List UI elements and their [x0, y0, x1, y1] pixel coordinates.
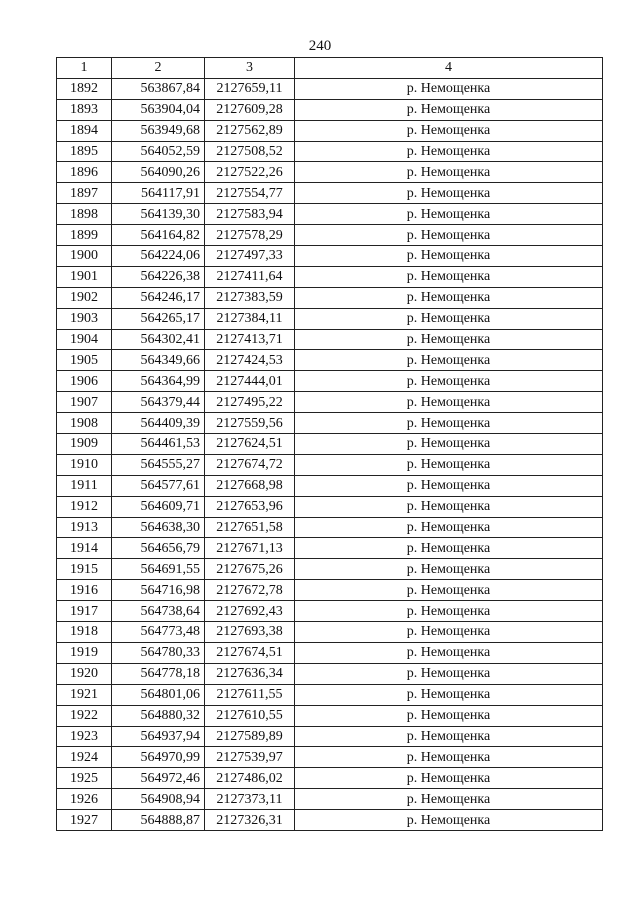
point-number-cell: 1916 [57, 580, 112, 601]
point-number-cell: 1905 [57, 350, 112, 371]
point-number-cell: 1913 [57, 517, 112, 538]
table-row [57, 434, 603, 455]
column-header-4: 4 [295, 58, 603, 79]
x-coordinate-cell: 564908,94 [112, 789, 205, 810]
point-number-cell: 1918 [57, 622, 112, 643]
y-coordinate-cell: 2127384,11 [205, 308, 295, 329]
description-cell: р. Немощенка [295, 475, 603, 496]
point-number-cell: 1910 [57, 454, 112, 475]
description-cell: р. Немощенка [295, 413, 603, 434]
y-coordinate-cell: 2127674,51 [205, 642, 295, 663]
description-cell: р. Немощенка [295, 246, 603, 267]
x-coordinate-cell: 564349,66 [112, 350, 205, 371]
description-cell: р. Немощенка [295, 517, 603, 538]
y-coordinate-cell: 2127522,26 [205, 162, 295, 183]
table-row [57, 810, 603, 831]
point-number-cell: 1914 [57, 538, 112, 559]
table-row [57, 789, 603, 810]
y-coordinate-cell: 2127671,13 [205, 538, 295, 559]
y-coordinate-cell: 2127611,55 [205, 684, 295, 705]
table-row [57, 454, 603, 475]
description-cell: р. Немощенка [295, 141, 603, 162]
description-cell: р. Немощенка [295, 642, 603, 663]
point-number-cell: 1927 [57, 810, 112, 831]
point-number-cell: 1900 [57, 246, 112, 267]
y-coordinate-cell: 2127497,33 [205, 246, 295, 267]
point-number-cell: 1921 [57, 684, 112, 705]
table-row [57, 747, 603, 768]
table-row [57, 246, 603, 267]
x-coordinate-cell: 563867,84 [112, 78, 205, 99]
table-row [57, 622, 603, 643]
coordinates-table [56, 57, 603, 831]
y-coordinate-cell: 2127693,38 [205, 622, 295, 643]
x-coordinate-cell: 564773,48 [112, 622, 205, 643]
point-number-cell: 1909 [57, 434, 112, 455]
x-coordinate-cell: 564970,99 [112, 747, 205, 768]
x-coordinate-cell: 564972,46 [112, 768, 205, 789]
x-coordinate-cell: 564577,61 [112, 475, 205, 496]
y-coordinate-cell: 2127692,43 [205, 601, 295, 622]
x-coordinate-cell: 564164,82 [112, 225, 205, 246]
x-coordinate-cell: 564801,06 [112, 684, 205, 705]
point-number-cell: 1924 [57, 747, 112, 768]
y-coordinate-cell: 2127609,28 [205, 99, 295, 120]
table-header [57, 58, 603, 79]
point-number-cell: 1902 [57, 287, 112, 308]
x-coordinate-cell: 564409,39 [112, 413, 205, 434]
point-number-cell: 1922 [57, 705, 112, 726]
table-row [57, 141, 603, 162]
y-coordinate-cell: 2127539,97 [205, 747, 295, 768]
x-coordinate-cell: 563949,68 [112, 120, 205, 141]
description-cell: р. Немощенка [295, 350, 603, 371]
point-number-cell: 1894 [57, 120, 112, 141]
y-coordinate-cell: 2127610,55 [205, 705, 295, 726]
point-number-cell: 1908 [57, 413, 112, 434]
y-coordinate-cell: 2127578,29 [205, 225, 295, 246]
description-cell: р. Немощенка [295, 371, 603, 392]
table-row [57, 684, 603, 705]
description-cell: р. Немощенка [295, 559, 603, 580]
table-row [57, 99, 603, 120]
y-coordinate-cell: 2127486,02 [205, 768, 295, 789]
table-row [57, 266, 603, 287]
table-row [57, 204, 603, 225]
point-number-cell: 1904 [57, 329, 112, 350]
description-cell: р. Немощенка [295, 454, 603, 475]
x-coordinate-cell: 564937,94 [112, 726, 205, 747]
column-header-1: 1 [57, 58, 112, 79]
y-coordinate-cell: 2127495,22 [205, 392, 295, 413]
description-cell: р. Немощенка [295, 810, 603, 831]
table-row [57, 768, 603, 789]
description-cell: р. Немощенка [295, 538, 603, 559]
table-row [57, 475, 603, 496]
y-coordinate-cell: 2127674,72 [205, 454, 295, 475]
table-row [57, 601, 603, 622]
description-cell: р. Немощенка [295, 120, 603, 141]
description-cell: р. Немощенка [295, 580, 603, 601]
x-coordinate-cell: 564117,91 [112, 183, 205, 204]
point-number-cell: 1917 [57, 601, 112, 622]
table-row [57, 726, 603, 747]
x-coordinate-cell: 564638,30 [112, 517, 205, 538]
table-row [57, 287, 603, 308]
table-row [57, 559, 603, 580]
description-cell: р. Немощенка [295, 434, 603, 455]
table-row [57, 78, 603, 99]
x-coordinate-cell: 563904,04 [112, 99, 205, 120]
x-coordinate-cell: 564379,44 [112, 392, 205, 413]
x-coordinate-cell: 564139,30 [112, 204, 205, 225]
description-cell: р. Немощенка [295, 329, 603, 350]
header-row [57, 58, 603, 79]
y-coordinate-cell: 2127589,89 [205, 726, 295, 747]
description-cell: р. Немощенка [295, 705, 603, 726]
description-cell: р. Немощенка [295, 308, 603, 329]
table-row [57, 392, 603, 413]
page-number: 240 [308, 38, 332, 54]
y-coordinate-cell: 2127444,01 [205, 371, 295, 392]
table-row [57, 183, 603, 204]
y-coordinate-cell: 2127508,52 [205, 141, 295, 162]
description-cell: р. Немощенка [295, 99, 603, 120]
point-number-cell: 1915 [57, 559, 112, 580]
table-row [57, 642, 603, 663]
x-coordinate-cell: 564716,98 [112, 580, 205, 601]
x-coordinate-cell: 564224,06 [112, 246, 205, 267]
table-row [57, 329, 603, 350]
description-cell: р. Немощенка [295, 622, 603, 643]
table-row [57, 705, 603, 726]
y-coordinate-cell: 2127672,78 [205, 580, 295, 601]
x-coordinate-cell: 564888,87 [112, 810, 205, 831]
point-number-cell: 1926 [57, 789, 112, 810]
description-cell: р. Немощенка [295, 726, 603, 747]
description-cell: р. Немощенка [295, 747, 603, 768]
point-number-cell: 1897 [57, 183, 112, 204]
x-coordinate-cell: 564461,53 [112, 434, 205, 455]
point-number-cell: 1901 [57, 266, 112, 287]
description-cell: р. Немощенка [295, 162, 603, 183]
table-row [57, 162, 603, 183]
x-coordinate-cell: 564691,55 [112, 559, 205, 580]
table-row [57, 538, 603, 559]
x-coordinate-cell: 564226,38 [112, 266, 205, 287]
y-coordinate-cell: 2127562,89 [205, 120, 295, 141]
description-cell: р. Немощенка [295, 496, 603, 517]
x-coordinate-cell: 564302,41 [112, 329, 205, 350]
table-row [57, 580, 603, 601]
x-coordinate-cell: 564265,17 [112, 308, 205, 329]
point-number-cell: 1903 [57, 308, 112, 329]
description-cell: р. Немощенка [295, 225, 603, 246]
y-coordinate-cell: 2127636,34 [205, 663, 295, 684]
description-cell: р. Немощенка [295, 78, 603, 99]
description-cell: р. Немощенка [295, 601, 603, 622]
point-number-cell: 1925 [57, 768, 112, 789]
y-coordinate-cell: 2127653,96 [205, 496, 295, 517]
point-number-cell: 1907 [57, 392, 112, 413]
table-body [57, 78, 603, 830]
table-row [57, 120, 603, 141]
description-cell: р. Немощенка [295, 287, 603, 308]
point-number-cell: 1919 [57, 642, 112, 663]
column-header-2: 2 [112, 58, 205, 79]
x-coordinate-cell: 564738,64 [112, 601, 205, 622]
description-cell: р. Немощенка [295, 266, 603, 287]
description-cell: р. Немощенка [295, 684, 603, 705]
table-row [57, 308, 603, 329]
point-number-cell: 1923 [57, 726, 112, 747]
point-number-cell: 1911 [57, 475, 112, 496]
column-header-3: 3 [205, 58, 295, 79]
point-number-cell: 1912 [57, 496, 112, 517]
x-coordinate-cell: 564052,59 [112, 141, 205, 162]
description-cell: р. Немощенка [295, 204, 603, 225]
y-coordinate-cell: 2127383,59 [205, 287, 295, 308]
y-coordinate-cell: 2127373,11 [205, 789, 295, 810]
point-number-cell: 1895 [57, 141, 112, 162]
y-coordinate-cell: 2127424,53 [205, 350, 295, 371]
table-row [57, 663, 603, 684]
description-cell: р. Немощенка [295, 183, 603, 204]
point-number-cell: 1898 [57, 204, 112, 225]
table-row [57, 496, 603, 517]
x-coordinate-cell: 564780,33 [112, 642, 205, 663]
y-coordinate-cell: 2127413,71 [205, 329, 295, 350]
point-number-cell: 1906 [57, 371, 112, 392]
y-coordinate-cell: 2127624,51 [205, 434, 295, 455]
table-row [57, 350, 603, 371]
x-coordinate-cell: 564090,26 [112, 162, 205, 183]
y-coordinate-cell: 2127559,56 [205, 413, 295, 434]
x-coordinate-cell: 564364,99 [112, 371, 205, 392]
description-cell: р. Немощенка [295, 768, 603, 789]
description-cell: р. Немощенка [295, 789, 603, 810]
table-row [57, 413, 603, 434]
y-coordinate-cell: 2127583,94 [205, 204, 295, 225]
y-coordinate-cell: 2127554,77 [205, 183, 295, 204]
table-row [57, 225, 603, 246]
table-row [57, 517, 603, 538]
point-number-cell: 1920 [57, 663, 112, 684]
y-coordinate-cell: 2127659,11 [205, 78, 295, 99]
point-number-cell: 1896 [57, 162, 112, 183]
description-cell: р. Немощенка [295, 663, 603, 684]
y-coordinate-cell: 2127411,64 [205, 266, 295, 287]
x-coordinate-cell: 564880,32 [112, 705, 205, 726]
x-coordinate-cell: 564555,27 [112, 454, 205, 475]
y-coordinate-cell: 2127326,31 [205, 810, 295, 831]
x-coordinate-cell: 564609,71 [112, 496, 205, 517]
y-coordinate-cell: 2127675,26 [205, 559, 295, 580]
description-cell: р. Немощенка [295, 392, 603, 413]
point-number-cell: 1893 [57, 99, 112, 120]
x-coordinate-cell: 564778,18 [112, 663, 205, 684]
point-number-cell: 1892 [57, 78, 112, 99]
y-coordinate-cell: 2127651,58 [205, 517, 295, 538]
table-row [57, 371, 603, 392]
x-coordinate-cell: 564246,17 [112, 287, 205, 308]
y-coordinate-cell: 2127668,98 [205, 475, 295, 496]
point-number-cell: 1899 [57, 225, 112, 246]
x-coordinate-cell: 564656,79 [112, 538, 205, 559]
